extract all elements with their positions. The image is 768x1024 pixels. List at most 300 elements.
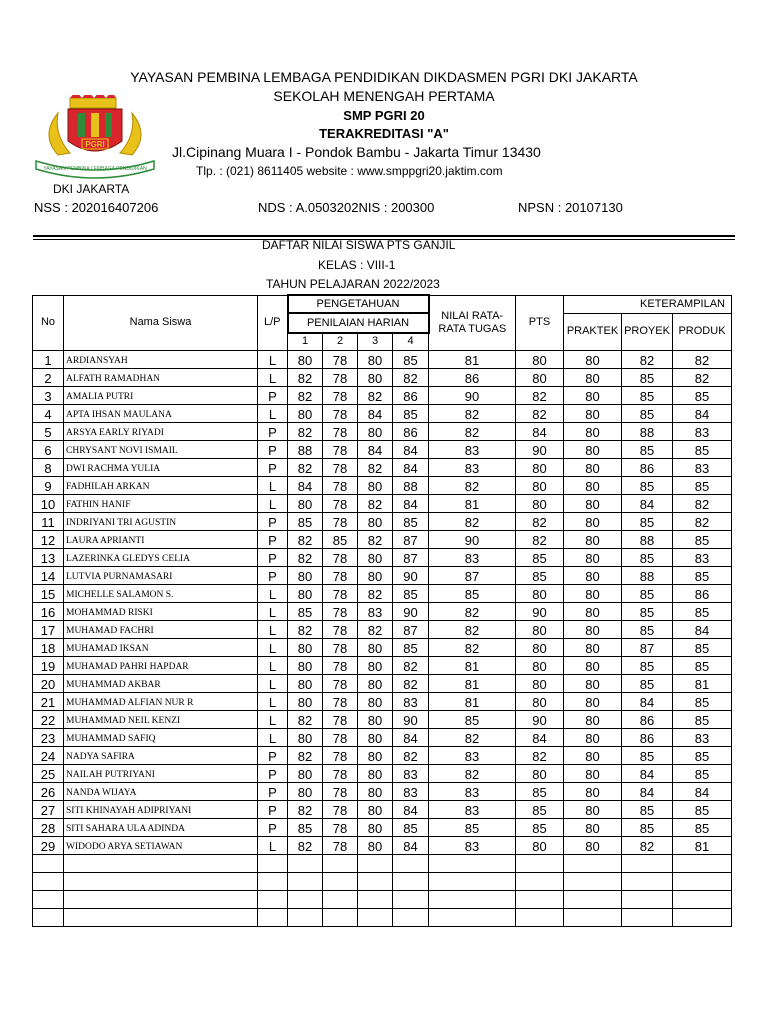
produk-cell: 83 [673,458,732,476]
col-pts: PTS [516,295,564,350]
ph3-cell: 80 [358,548,393,566]
praktek-cell: 80 [564,674,622,692]
empty-cell [64,854,258,872]
proyek-cell: 88 [622,530,673,548]
empty-table-row [33,854,732,872]
praktek-cell: 80 [564,656,622,674]
pgri-logo [30,95,160,180]
col-lp: L/P [258,295,288,350]
empty-cell [622,908,673,926]
ph1-cell: 82 [288,800,323,818]
table-row [33,620,732,638]
proyek-cell: 86 [622,710,673,728]
no-cell: 14 [33,566,64,584]
avg-task-cell: 82 [429,728,516,746]
table-row [33,656,732,674]
ph3-cell: 82 [358,494,393,512]
praktek-cell: 80 [564,584,622,602]
gender-cell: L [258,350,288,368]
produk-cell: 84 [673,404,732,422]
foundation-name: YAYASAN PEMBINA LEMBAGA PENDIDIKAN DIKDASMEN PGRI DKI JAKARTA [130,69,638,85]
proyek-cell: 88 [622,422,673,440]
praktek-cell: 80 [564,710,622,728]
table-row [33,404,732,422]
ph4-cell: 85 [393,404,429,422]
ph1-cell: 85 [288,512,323,530]
praktek-cell: 80 [564,512,622,530]
ph1-cell: 80 [288,404,323,422]
ph4-cell: 85 [393,638,429,656]
ph2-cell: 78 [323,710,358,728]
praktek-cell: 80 [564,476,622,494]
no-cell: 18 [33,638,64,656]
empty-cell [516,908,564,926]
produk-cell: 85 [673,440,732,458]
avg-task-cell: 81 [429,656,516,674]
no-cell: 23 [33,728,64,746]
col-keterampilan: KETERAMPILAN [564,295,732,313]
proyek-cell: 84 [622,494,673,512]
school-contact: Tlp. : (021) 8611405 website : www.smppgri20.jaktim.com [196,164,503,178]
avg-task-cell: 81 [429,494,516,512]
ph3-cell: 82 [358,386,393,404]
proyek-cell: 85 [622,440,673,458]
ph3-cell: 80 [358,782,393,800]
ph3-cell: 84 [358,404,393,422]
ph2-cell: 78 [323,800,358,818]
praktek-cell: 80 [564,764,622,782]
empty-cell [393,890,429,908]
no-cell: 10 [33,494,64,512]
pts-cell: 80 [516,620,564,638]
ph2-cell: 78 [323,422,358,440]
proyek-cell: 88 [622,566,673,584]
produk-cell: 83 [673,422,732,440]
praktek-cell: 80 [564,548,622,566]
gender-cell: P [258,800,288,818]
empty-cell [258,908,288,926]
ph4-cell: 86 [393,386,429,404]
empty-cell [323,890,358,908]
avg-task-cell: 85 [429,818,516,836]
name-cell: MUHAMMAD ALFIAN NUR R [64,692,258,710]
academic-year: TAHUN PELAJARAN 2022/2023 [266,277,440,291]
ph1-cell: 85 [288,602,323,620]
pts-cell: 82 [516,512,564,530]
class-label: KELAS : VIII-1 [318,258,396,272]
no-cell: 2 [33,368,64,386]
no-cell: 9 [33,476,64,494]
gender-cell: L [258,620,288,638]
table-row [33,836,732,854]
no-cell: 17 [33,620,64,638]
pts-cell: 82 [516,746,564,764]
empty-cell [564,854,622,872]
empty-cell [673,854,732,872]
ph1-cell: 80 [288,764,323,782]
ph1-cell: 80 [288,656,323,674]
produk-cell: 85 [673,746,732,764]
grade-table [32,294,732,927]
ph3-cell: 80 [358,836,393,854]
col-ph3: 3 [358,333,393,350]
gender-cell: P [258,422,288,440]
ph2-cell: 85 [323,530,358,548]
empty-table-row [33,908,732,926]
empty-cell [33,854,64,872]
empty-cell [258,872,288,890]
col-praktek: PRAKTEK [564,313,622,350]
ph4-cell: 84 [393,728,429,746]
name-cell: MICHELLE SALAMON S. [64,584,258,602]
gender-cell: P [258,530,288,548]
ph2-cell: 78 [323,782,358,800]
empty-cell [288,872,323,890]
empty-cell [622,872,673,890]
name-cell: MUHAMMAD NEIL KENZI [64,710,258,728]
region: DKI JAKARTA [53,182,130,196]
proyek-cell: 85 [622,584,673,602]
table-row [33,764,732,782]
ph1-cell: 85 [288,818,323,836]
pts-cell: 90 [516,602,564,620]
pts-cell: 90 [516,710,564,728]
ph3-cell: 80 [358,674,393,692]
produk-cell: 85 [673,818,732,836]
avg-task-cell: 83 [429,800,516,818]
ph1-cell: 80 [288,728,323,746]
empty-table-row [33,872,732,890]
avg-task-cell: 82 [429,422,516,440]
praktek-cell: 80 [564,566,622,584]
gender-cell: P [258,512,288,530]
ph3-cell: 80 [358,800,393,818]
empty-cell [393,872,429,890]
name-cell: LAURA APRIANTI [64,530,258,548]
ph4-cell: 84 [393,494,429,512]
ph3-cell: 80 [358,566,393,584]
col-nilai-rata [429,295,516,350]
gender-cell: L [258,836,288,854]
ph2-cell: 78 [323,638,358,656]
gender-cell: L [258,710,288,728]
gender-cell: L [258,368,288,386]
ph1-cell: 88 [288,440,323,458]
ph1-cell: 82 [288,458,323,476]
ph3-cell: 80 [358,638,393,656]
school-name: SMP PGRI 20 [343,108,425,123]
praktek-cell: 80 [564,530,622,548]
gender-cell: P [258,458,288,476]
produk-cell: 85 [673,764,732,782]
table-row [33,422,732,440]
avg-task-cell: 81 [429,692,516,710]
gender-cell: L [258,494,288,512]
avg-task-cell: 83 [429,836,516,854]
proyek-cell: 85 [622,602,673,620]
name-cell: AMALIA PUTRI [64,386,258,404]
praktek-cell: 80 [564,638,622,656]
ph1-cell: 80 [288,638,323,656]
name-cell: MUHAMAD PAHRI HAPDAR [64,656,258,674]
ribbon-text: YAYASAN PEMBINA LEMBAGA PENDIDIKAN [43,166,147,172]
praktek-cell: 80 [564,746,622,764]
ph3-cell: 80 [358,656,393,674]
name-cell: CHRYSANT NOVI ISMAIL [64,440,258,458]
pts-cell: 85 [516,818,564,836]
proyek-cell: 87 [622,638,673,656]
nilai-rata-line1: NILAI RATA- [441,309,504,322]
col-no: No [33,295,64,350]
pts-cell: 85 [516,566,564,584]
ph4-cell: 83 [393,764,429,782]
ph3-cell: 80 [358,368,393,386]
ph4-cell: 85 [393,512,429,530]
left-wing [49,113,70,155]
avg-task-cell: 83 [429,458,516,476]
no-cell: 12 [33,530,64,548]
no-cell: 24 [33,746,64,764]
ph3-cell: 80 [358,764,393,782]
nss: NSS : 202016407206 [34,200,159,215]
proyek-cell: 85 [622,656,673,674]
col-ph1: 1 [288,333,323,350]
avg-task-cell: 82 [429,638,516,656]
gender-cell: P [258,818,288,836]
pts-cell: 80 [516,674,564,692]
ph2-cell: 78 [323,602,358,620]
ph2-cell: 78 [323,440,358,458]
col-pengetahuan: PENGETAHUAN [288,295,429,313]
table-row [33,710,732,728]
name-cell: MUHAMAD IKSAN [64,638,258,656]
col-nama: Nama Siswa [64,295,258,350]
gender-cell: P [258,764,288,782]
table-row [33,746,732,764]
ph4-cell: 90 [393,566,429,584]
empty-cell [673,908,732,926]
name-cell: LUTVIA PURNAMASARI [64,566,258,584]
ph4-cell: 87 [393,620,429,638]
empty-cell [564,872,622,890]
col-proyek: PROYEK [622,313,673,350]
name-cell: INDRIYANI TRI AGUSTIN [64,512,258,530]
praktek-cell: 80 [564,800,622,818]
no-cell: 15 [33,584,64,602]
no-cell: 13 [33,548,64,566]
ph4-cell: 87 [393,530,429,548]
proyek-cell: 84 [622,764,673,782]
pts-cell: 82 [516,386,564,404]
name-cell: LAZERINKA GLEDYS CELIA [64,548,258,566]
gender-cell: P [258,440,288,458]
empty-cell [358,890,393,908]
table-row [33,440,732,458]
pts-cell: 80 [516,656,564,674]
pts-cell: 84 [516,422,564,440]
praktek-cell: 80 [564,728,622,746]
table-row [33,494,732,512]
produk-cell: 84 [673,620,732,638]
praktek-cell: 80 [564,404,622,422]
ph4-cell: 84 [393,458,429,476]
ph2-cell: 78 [323,404,358,422]
empty-cell [64,890,258,908]
produk-cell: 82 [673,368,732,386]
proyek-cell: 85 [622,368,673,386]
ph2-cell: 78 [323,656,358,674]
avg-task-cell: 90 [429,386,516,404]
accreditation: TERAKREDITASI "A" [319,126,449,141]
empty-cell [258,854,288,872]
praktek-cell: 80 [564,602,622,620]
proyek-cell: 82 [622,350,673,368]
no-cell: 16 [33,602,64,620]
table-row [33,476,732,494]
pts-cell: 80 [516,368,564,386]
table-row [33,566,732,584]
table-row [33,782,732,800]
pts-cell: 90 [516,440,564,458]
gender-cell: L [258,602,288,620]
no-cell: 29 [33,836,64,854]
empty-cell [429,854,516,872]
pts-cell: 80 [516,692,564,710]
empty-cell [393,908,429,926]
ph2-cell: 78 [323,512,358,530]
proyek-cell: 85 [622,746,673,764]
name-cell: NANDA WIJAYA [64,782,258,800]
col-produk: PRODUK [673,313,732,350]
proyek-cell: 84 [622,692,673,710]
proyek-cell: 85 [622,818,673,836]
ph3-cell: 80 [358,422,393,440]
table-row [33,818,732,836]
pillar-middle [91,113,99,137]
produk-cell: 84 [673,782,732,800]
praktek-cell: 80 [564,458,622,476]
produk-cell: 85 [673,692,732,710]
pts-cell: 82 [516,530,564,548]
ph1-cell: 82 [288,368,323,386]
ph2-cell: 78 [323,836,358,854]
empty-cell [429,890,516,908]
ph3-cell: 80 [358,818,393,836]
empty-cell [288,890,323,908]
proyek-cell: 85 [622,800,673,818]
avg-task-cell: 83 [429,746,516,764]
gender-cell: P [258,782,288,800]
empty-cell [622,854,673,872]
empty-cell [64,872,258,890]
ph3-cell: 82 [358,620,393,638]
avg-task-cell: 85 [429,710,516,728]
avg-task-cell: 81 [429,674,516,692]
ph4-cell: 84 [393,800,429,818]
produk-cell: 86 [673,584,732,602]
ph3-cell: 80 [358,746,393,764]
pts-cell: 80 [516,764,564,782]
ph4-cell: 85 [393,818,429,836]
avg-task-cell: 82 [429,602,516,620]
ph4-cell: 88 [393,476,429,494]
crown-top [70,95,116,98]
proyek-cell: 85 [622,476,673,494]
ph2-cell: 78 [323,728,358,746]
school-address: Jl.Cipinang Muara I - Pondok Bambu - Jakarta Timur 13430 [172,144,541,160]
ph1-cell: 82 [288,386,323,404]
pillar-left [78,113,85,137]
praktek-cell: 80 [564,368,622,386]
empty-cell [393,854,429,872]
pts-cell: 80 [516,350,564,368]
proyek-cell: 82 [622,836,673,854]
name-cell: APTA IHSAN MAULANA [64,404,258,422]
school-level: SEKOLAH MENENGAH PERTAMA [273,88,495,104]
name-cell: DWI RACHMA YULIA [64,458,258,476]
ph4-cell: 82 [393,656,429,674]
nilai-rata-line2: RATA TUGAS [438,322,507,335]
ph1-cell: 82 [288,836,323,854]
name-cell: ARSYA EARLY RIYADI [64,422,258,440]
name-cell: NADYA SAFIRA [64,746,258,764]
ph3-cell: 80 [358,692,393,710]
praktek-cell: 80 [564,440,622,458]
gender-cell: L [258,584,288,602]
table-row [33,368,732,386]
ph1-cell: 80 [288,494,323,512]
produk-cell: 85 [673,710,732,728]
praktek-cell: 80 [564,818,622,836]
produk-cell: 82 [673,494,732,512]
ph3-cell: 80 [358,728,393,746]
ph4-cell: 86 [393,422,429,440]
produk-cell: 85 [673,386,732,404]
produk-cell: 81 [673,836,732,854]
empty-cell [33,908,64,926]
document-title: DAFTAR NILAI SISWA PTS GANJIL [262,238,456,252]
pts-cell: 80 [516,494,564,512]
praktek-cell: 80 [564,422,622,440]
grade-table-body [33,350,732,926]
proyek-cell: 85 [622,404,673,422]
produk-cell: 85 [673,602,732,620]
gender-cell: L [258,476,288,494]
pts-cell: 80 [516,836,564,854]
praktek-cell: 80 [564,836,622,854]
empty-cell [323,854,358,872]
no-cell: 26 [33,782,64,800]
name-cell: MUHAMMAD AKBAR [64,674,258,692]
table-row [33,458,732,476]
empty-cell [358,854,393,872]
empty-cell [673,890,732,908]
ph3-cell: 82 [358,584,393,602]
ph1-cell: 80 [288,566,323,584]
no-cell: 5 [33,422,64,440]
pts-cell: 82 [516,404,564,422]
name-cell: SITI SAHARA ULA ADINDA [64,818,258,836]
empty-cell [288,908,323,926]
ph3-cell: 84 [358,440,393,458]
produk-cell: 85 [673,800,732,818]
produk-cell: 82 [673,512,732,530]
ph3-cell: 80 [358,350,393,368]
header-divider-thick [33,235,735,237]
avg-task-cell: 90 [429,530,516,548]
produk-cell: 83 [673,728,732,746]
ph2-cell: 78 [323,386,358,404]
